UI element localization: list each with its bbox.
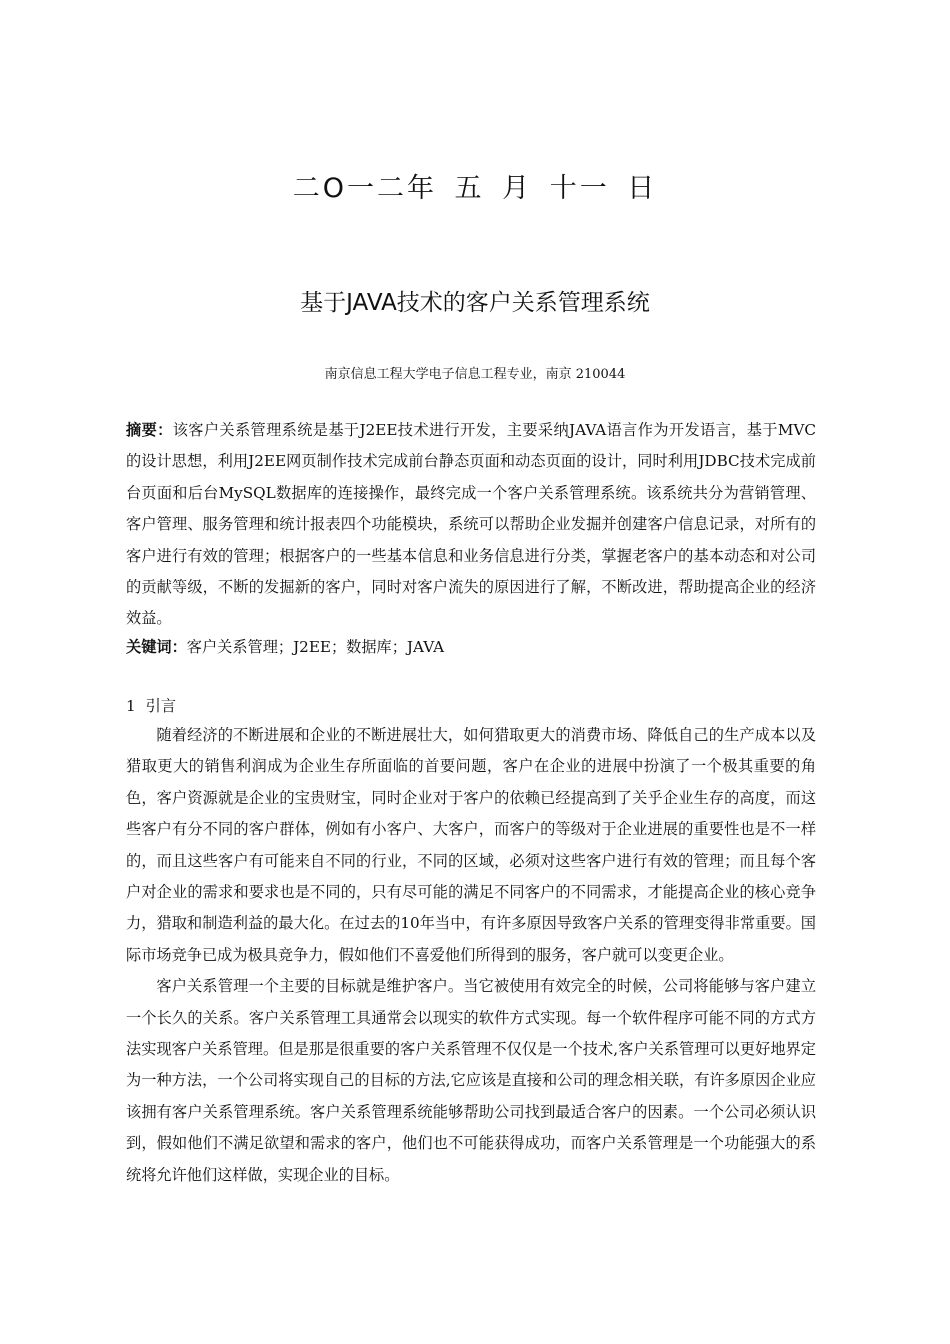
intro-paragraph-2: 客户关系管理一个主要的目标就是维护客户。当它被使用有效完全的时候，公司将能够与客户建立一个长久的关系。客户关系管理工具通常会以现实的软件方式实现。每一个软件程序可能不同的方式方法实现客户关系管理。但是那是很重要的客户关系管理不仅仅是一个技术,客户关系管理可以更好地界定为一种方法，一个公司将实现自己的目标的方法,它应该是直接和公司的理念相关联，有许多原因企业应该拥有客户关系管理系统。客户关系管理系统能够帮助公司找到最适合客户的因素。一个公司必须认识到，假如他们不满足欲望和需求的客户，他们也不可能获得成功，而客户关系管理是一个功能强大的系统将允许他们这样做，实现企业的目标。	[126, 977, 816, 1184]
introduction-body	[126, 720, 816, 1191]
section-title: 引言	[145, 697, 177, 715]
abstract-label: 摘要：	[126, 421, 173, 439]
paper-title: 基于JAVA技术的客户关系管理系统	[300, 290, 650, 316]
author-affiliation: 南京信息工程大学电子信息工程专业，南京 210044	[324, 367, 626, 382]
keywords-text: 客户关系管理；J2EE；数据库；JAVA	[186, 638, 445, 656]
keywords-label: 关键词：	[126, 638, 187, 656]
date-line: 二O一二年 五 月 十一 日	[292, 173, 658, 204]
section-number: 1	[126, 697, 136, 715]
abstract	[126, 415, 816, 635]
abstract-text: 该客户关系管理系统是基于J2EE技术进行开发，主要采纳JAVA语言作为开发语言，基于MVC的设计思想，利用J2EE网页制作技术完成前台静态页面和动态页面的设计，同时利用JDBC技术完成前台页面和后台MySQL数据库的连接操作，最终完成一个客户关系管理系统。该系统共分为营销管理、客户管理、服务管理和统计报表四个功能模块，系统可以帮助企业发掘并创建客户信息记录，对所有的客户进行有效的管理；根据客户的一些基本信息和业务信息进行分类，掌握老客户的基本动态和对公司的贡献等级，不断的发掘新的客户，同时对客户流失的原因进行了解，不断改进，帮助提高企业的经济效益。	[126, 421, 816, 628]
intro-paragraph-1: 随着经济的不断进展和企业的不断进展壮大，如何猎取更大的消费市场、降低自己的生产成本以及猎取更大的销售利润成为企业生存所面临的首要问题，客户在企业的进展中扮演了一个极其重要的角色，客户资源就是企业的宝贵财宝，同时企业对于客户的依赖已经提高到了关乎企业生存的高度，而这些客户有分不同的客户群体，例如有小客户、大客户，而客户的等级对于企业进展的重要性也是不一样的，而且这些客户有可能来自不同的行业，不同的区域，必须对这些客户进行有效的管理；而且每个客户对企业的需求和要求也是不同的，只有尽可能的满足不同客户的不同需求，才能提高企业的核心竞争力，猎取和制造利益的最大化。在过去的10年当中，有许多原因导致客户关系的管理变得非常重要。国际市场竞争已成为极具竞争力，假如他们不喜爱他们所得到的服务，客户就可以变更企业。	[126, 726, 816, 964]
section-heading	[126, 691, 176, 722]
keywords	[126, 632, 816, 663]
